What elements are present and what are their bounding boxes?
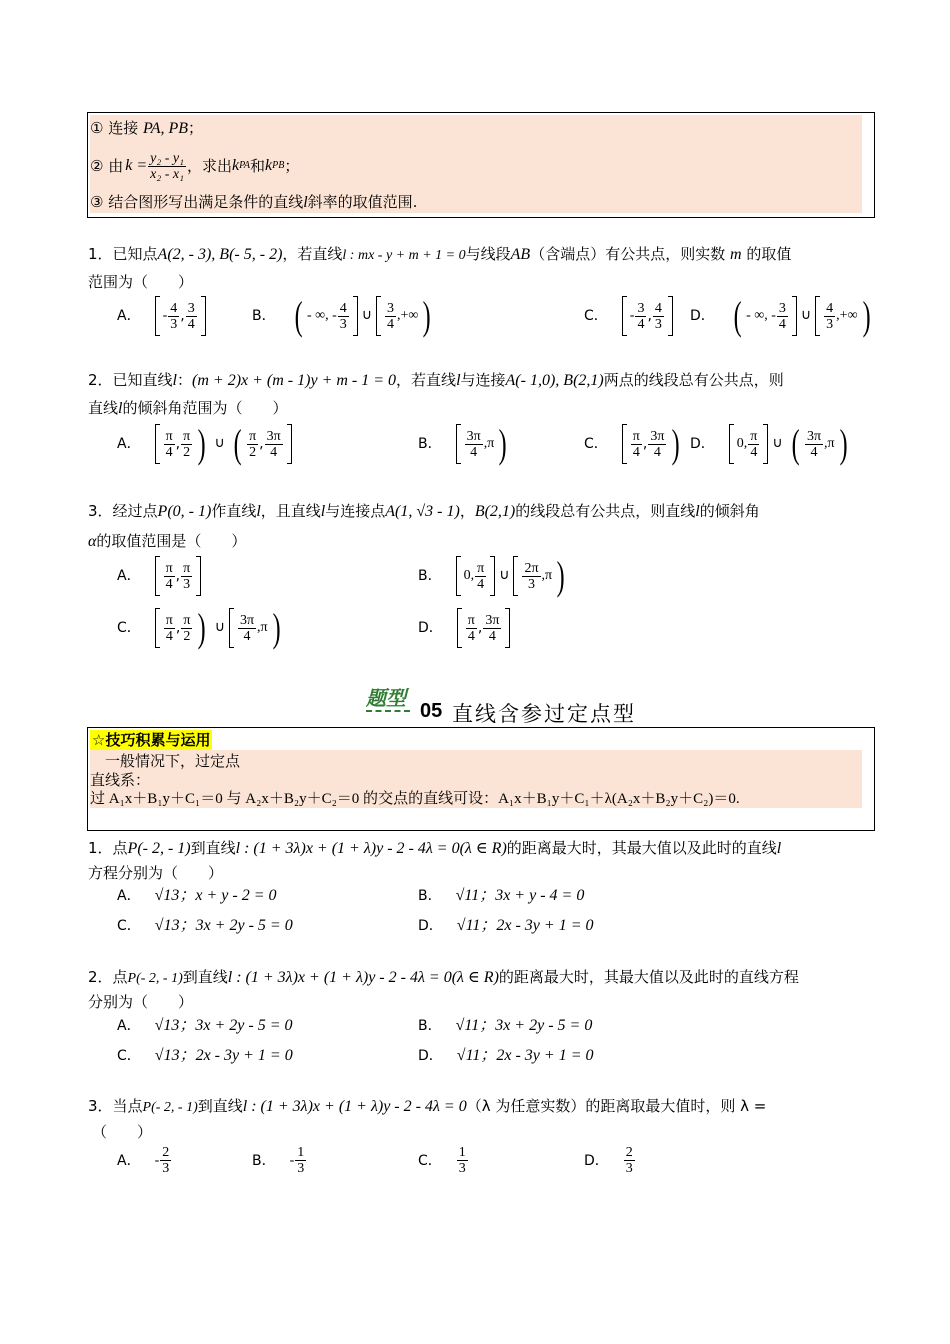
skill-text-2: 直线系： — [90, 771, 151, 789]
s4-q2-line2: 直线l的倾斜角范围为（ ） — [88, 399, 288, 417]
s5-q1-option-c[interactable]: C． √13；3x + 2y - 5 = 0 — [117, 917, 293, 934]
s4-q1-option-b[interactable]: B． ( - ∞, - $\frac{4}{3}$ ∪ $\frac{3}{4}$ ,+∞ ) — [252, 293, 432, 338]
s4-q1-option-d[interactable]: D． ( - ∞, - $\frac{3}{4}$ ∪ $\frac{4}{3}$ ,+∞ ) — [690, 293, 871, 338]
s5-q2-line2: 分别为（ ） — [88, 993, 194, 1011]
s5-q1-option-d[interactable]: D． √11；2x - 3y + 1 = 0 — [418, 917, 594, 934]
s4-q1-line1: 1．已知点A(2, - 3), B(- 5, - 2)，若直线l : mx - y + m + 1 = 0与线段AB（含端点）有公共点，则实数 m 的取值 — [88, 245, 792, 263]
section-badge-underline — [366, 710, 410, 712]
s4-q1-line2: 范围为（ ） — [88, 273, 194, 291]
s4-q3-option-c[interactable]: C． $\frac{\pi}{4}$ , $\frac{\pi}{2}$ ) ∪ $\frac{3\pi}{4}$ ,π ) — [117, 605, 281, 650]
s4-q2-option-c[interactable]: C． $\frac{\pi}{4}$ , $\frac{3\pi}{4}$ ) — [584, 421, 681, 466]
method-step-3: ③ 结合图形写出满足条件的直线l斜率的取值范围. — [90, 193, 418, 211]
s5-q3-option-d[interactable]: D． $\frac{2}{3}$ — [584, 1145, 633, 1176]
s5-q3-option-c[interactable]: C． $\frac{1}{3}$ — [418, 1145, 466, 1176]
section-badge: 题型 — [366, 688, 406, 710]
section-title: 直线含参过定点型 — [452, 702, 636, 726]
skill-label: ☆技巧积累与运用 — [92, 731, 211, 749]
s5-q1-line2: 方程分别为（ ） — [88, 864, 224, 882]
s5-q1-option-a[interactable]: A． √13；x + y - 2 = 0 — [117, 887, 277, 904]
s4-q2-option-d[interactable]: D． 0, $\frac{\pi}{4}$ ∪ ( $\frac{3\pi}{4}$ ,π ) — [690, 421, 848, 466]
s5-q2-option-d[interactable]: D． √11；2x - 3y + 1 = 0 — [418, 1047, 594, 1064]
method-step-2: ② 由 k = $\frac{\text{y₂ - y₁}}{\text{x₂ - x₁}}$ ，求出 k PA 和 k PB ； — [90, 150, 300, 182]
s4-q3-line1: 3．经过点P(0, - 1)作直线l，且直线l与连接点A(1, √3 - 1)，B(2,1)的线段总有公共点，则直线l的倾斜角 — [88, 502, 760, 520]
s4-q2-option-b[interactable]: B． $\frac{3\pi}{4}$ ,π ) — [418, 421, 507, 466]
s4-q3-option-a[interactable]: A． $\frac{\pi}{4}$ , $\frac{\pi}{3}$ — [117, 556, 201, 596]
s5-q3-line1: 3．当点P(- 2, - 1)到直线l : (1 + 3λ)x + (1 + λ)y - 2 - 4λ = 0（λ 为任意实数）的距离取最大值时，则 λ = — [88, 1097, 767, 1115]
s5-q3-line2: （ ） — [92, 1123, 153, 1141]
s4-q1-option-c[interactable]: C． - $\frac{3}{4}$ , $\frac{4}{3}$ — [584, 296, 673, 336]
s4-q3-option-d[interactable]: D． $\frac{\pi}{4}$ , $\frac{3\pi}{4}$ — [418, 608, 510, 648]
s4-q3-line2: α的取值范围是（ ） — [88, 532, 247, 550]
method-step-1: ① 连接 PA, PB； — [90, 119, 204, 137]
s5-q2-option-b[interactable]: B． √11；3x + 2y - 5 = 0 — [418, 1017, 593, 1034]
skill-text-1: 一般情况下，过定点 — [90, 752, 241, 770]
s5-q1-option-b[interactable]: B． √11；3x + y - 4 = 0 — [418, 887, 585, 904]
s5-q2-line1: 2．点P(- 2, - 1)到直线l : (1 + 3λ)x + (1 + λ)y - 2 - 4λ = 0(λ ∈ R)的距离最大时，其最大值以及此时的直线方程 — [88, 968, 799, 986]
s4-q2-option-a[interactable]: A． $\frac{\pi}{4}$ , $\frac{\pi}{2}$ ) ∪ ( $\frac{\pi}{2}$ , $\frac{3\pi}{4}$ — [117, 424, 292, 464]
s4-q3-option-b[interactable]: B． 0, $\frac{\pi}{4}$ ∪ $\frac{2\pi}{3}$ ,π ) — [418, 553, 565, 598]
s4-q1-option-a[interactable]: A． - $\frac{4}{3}$ , $\frac{3}{4}$ — [117, 296, 206, 336]
s5-q3-option-b[interactable]: B． - $\frac{1}{3}$ — [252, 1145, 305, 1176]
s5-q1-line1: 1．点P(- 2, - 1)到直线l : (1 + 3λ)x + (1 + λ)y - 2 - 4λ = 0(λ ∈ R)的距离最大时，其最大值以及此时的直线l — [88, 839, 782, 857]
skill-text-3: 过 A₁x＋B₁y＋C₁＝0 与 A₂x＋B₂y＋C₂＝0 的交点的直线可设：A₁x＋B₁y＋C₁＋λ(A₂x＋B₂y＋C₂)＝0. — [90, 791, 740, 807]
s5-q2-option-a[interactable]: A． √13；3x + 2y - 5 = 0 — [117, 1017, 293, 1034]
s5-q3-option-a[interactable]: A． - $\frac{2}{3}$ — [117, 1145, 170, 1176]
section-number: 05 — [420, 700, 443, 722]
s4-q2-line1: 2．已知直线l：(m + 2)x + (m - 1)y + m - 1 = 0，若直线l与连接A(- 1,0), B(2,1)两点的线段总有公共点，则 — [88, 371, 784, 389]
s5-q2-option-c[interactable]: C． √13；2x - 3y + 1 = 0 — [117, 1047, 293, 1064]
